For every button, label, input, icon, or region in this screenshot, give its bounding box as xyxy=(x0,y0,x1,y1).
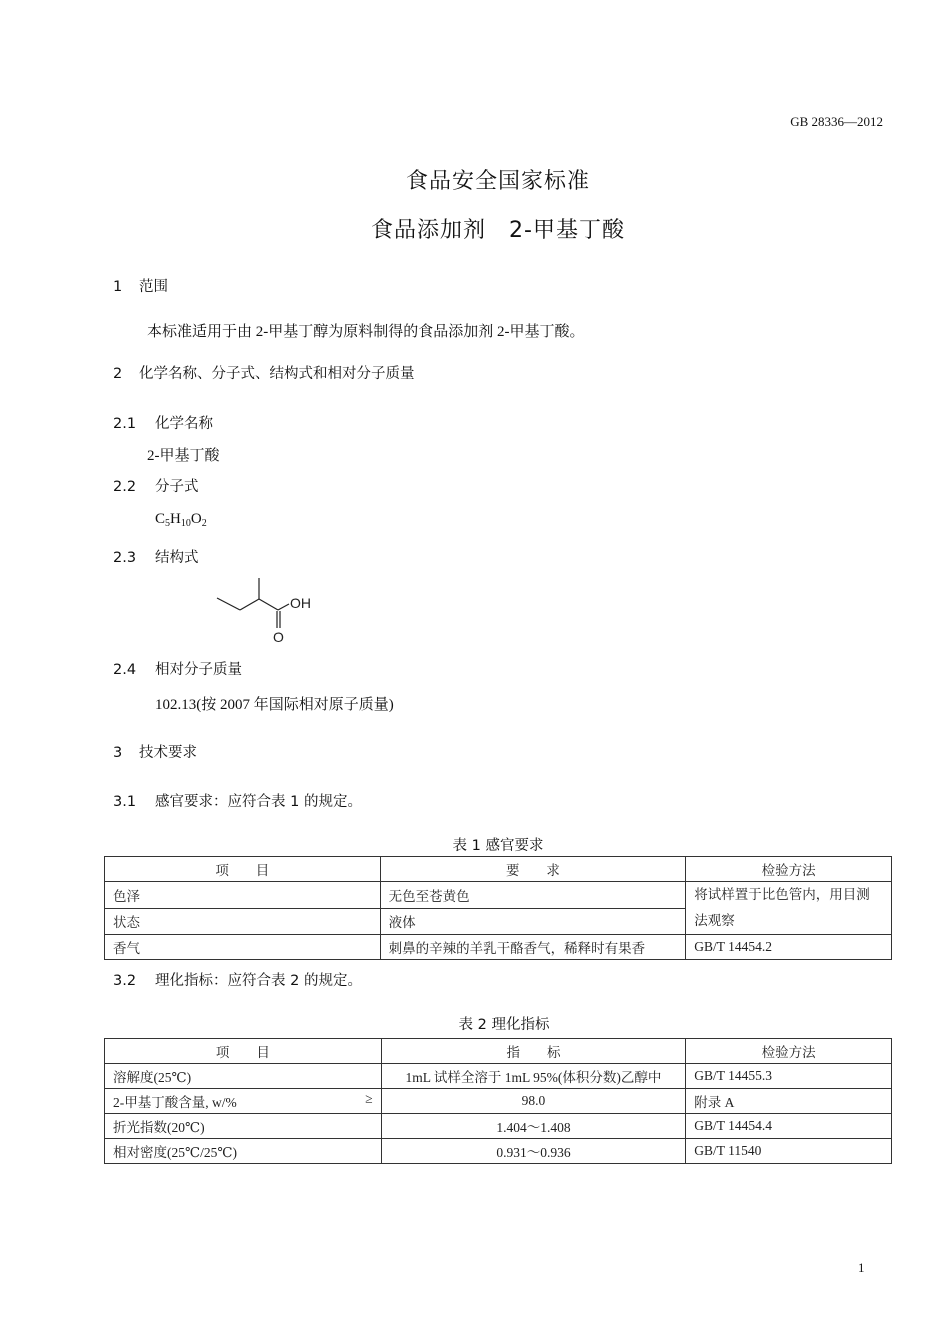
sensory-requirements-table xyxy=(104,856,892,960)
physicochemical-indicators-table xyxy=(104,1038,892,1164)
section-number: 3 xyxy=(113,745,123,761)
document-subtitle: 食品添加剂 2-甲基丁酸 xyxy=(371,218,625,243)
section-number: 2 xyxy=(113,366,123,382)
value-cell: 98.0 xyxy=(381,1089,686,1114)
column-header: 指 标 xyxy=(381,1039,686,1064)
section-title: 化学名称、分子式、结构式和相对分子质量 xyxy=(139,366,415,382)
item-cell: 状态 xyxy=(105,908,381,935)
section-2-heading xyxy=(113,362,415,383)
requirement-cell: 无色至苍黄色 xyxy=(380,882,686,909)
standard-number: GB 28336—2012 xyxy=(790,114,883,129)
document-title: 食品安全国家标准 xyxy=(405,169,590,194)
column-header: 要 求 xyxy=(380,857,686,882)
method-cell: 将试样置于比色管内，用目测法观察 xyxy=(686,882,892,935)
table-row xyxy=(105,935,892,960)
table-header-row xyxy=(105,857,892,882)
section-number: 1 xyxy=(113,279,123,295)
section-number: 3.2 xyxy=(113,973,137,989)
section-3-1-heading xyxy=(113,790,362,811)
requirement-cell: 刺鼻的辛辣的羊乳干酪香气，稀释时有果香 xyxy=(380,935,686,960)
method-cell: GB/T 14454.4 xyxy=(686,1114,892,1139)
method-cell: GB/T 14455.3 xyxy=(686,1064,892,1089)
item-cell: 2-甲基丁酸含量, w/% ≥ xyxy=(105,1089,382,1114)
table-header-row xyxy=(105,1039,892,1064)
section-number: 2.1 xyxy=(113,416,137,432)
item-cell: 折光指数(20℃) xyxy=(105,1114,382,1139)
table-row xyxy=(105,1089,892,1114)
item-cell: 相对密度(25℃/25℃) xyxy=(105,1139,382,1164)
method-cell: GB/T 11540 xyxy=(686,1139,892,1164)
section-2-3-heading xyxy=(113,546,199,567)
section-title: 结构式 xyxy=(155,550,199,566)
greater-equal-sign: ≥ xyxy=(365,1091,373,1106)
molecular-formula: $C_5H_{10}O_2$ xyxy=(155,511,207,529)
section-3-2-heading xyxy=(113,969,362,990)
section-3-heading xyxy=(113,741,197,762)
column-header: 检验方法 xyxy=(686,857,892,882)
section-2-4-heading xyxy=(113,658,242,679)
section-title: 技术要求 xyxy=(139,745,197,761)
section-2-2-heading xyxy=(113,475,199,496)
item-cell: 香气 xyxy=(105,935,381,960)
table-row xyxy=(105,1114,892,1139)
svg-text:O: O xyxy=(273,629,284,645)
section-1-heading xyxy=(113,275,168,296)
section-title: 范围 xyxy=(139,279,168,295)
value-cell: 0.931～0.936 xyxy=(381,1139,686,1164)
section-2-1-heading xyxy=(113,412,213,433)
value-cell: 1.404～1.408 xyxy=(381,1114,686,1139)
method-cell: 附录 A xyxy=(686,1089,892,1114)
section-number: 2.4 xyxy=(113,662,137,678)
item-cell: 溶解度(25℃) xyxy=(105,1064,382,1089)
page-number: 1 xyxy=(858,1260,865,1275)
table-1-caption: 表 1 感官要求 xyxy=(452,838,544,854)
scope-text: 本标准适用于由 2-甲基丁醇为原料制得的食品添加剂 2-甲基丁酸。 xyxy=(147,324,585,340)
value-cell: 1mL 试样全溶于 1mL 95%(体积分数)乙醇中 xyxy=(381,1064,686,1089)
table-2-caption: 表 2 理化指标 xyxy=(458,1017,550,1033)
chemical-name: 2-甲基丁酸 xyxy=(147,448,220,464)
table-row xyxy=(105,882,892,909)
section-title: 化学名称 xyxy=(155,416,213,432)
table-row xyxy=(105,1064,892,1089)
section-number: 3.1 xyxy=(113,794,137,810)
column-header: 项 目 xyxy=(105,857,381,882)
section-number: 2.3 xyxy=(113,550,137,566)
column-header: 项 目 xyxy=(105,1039,382,1064)
table-row xyxy=(105,1139,892,1164)
requirement-cell: 液体 xyxy=(380,908,686,935)
section-title: 分子式 xyxy=(155,479,199,495)
svg-text:OH: OH xyxy=(290,595,311,611)
section-title: 理化指标：应符合表 2 的规定。 xyxy=(155,973,362,989)
structural-formula xyxy=(200,570,330,650)
item-cell: 色泽 xyxy=(105,882,381,909)
section-title: 感官要求：应符合表 1 的规定。 xyxy=(155,794,362,810)
section-title: 相对分子质量 xyxy=(155,662,242,678)
molecular-mass: 102.13(按 2007 年国际相对原子质量) xyxy=(155,697,394,713)
method-cell: GB/T 14454.2 xyxy=(686,935,892,960)
column-header: 检验方法 xyxy=(686,1039,892,1064)
section-number: 2.2 xyxy=(113,479,137,495)
